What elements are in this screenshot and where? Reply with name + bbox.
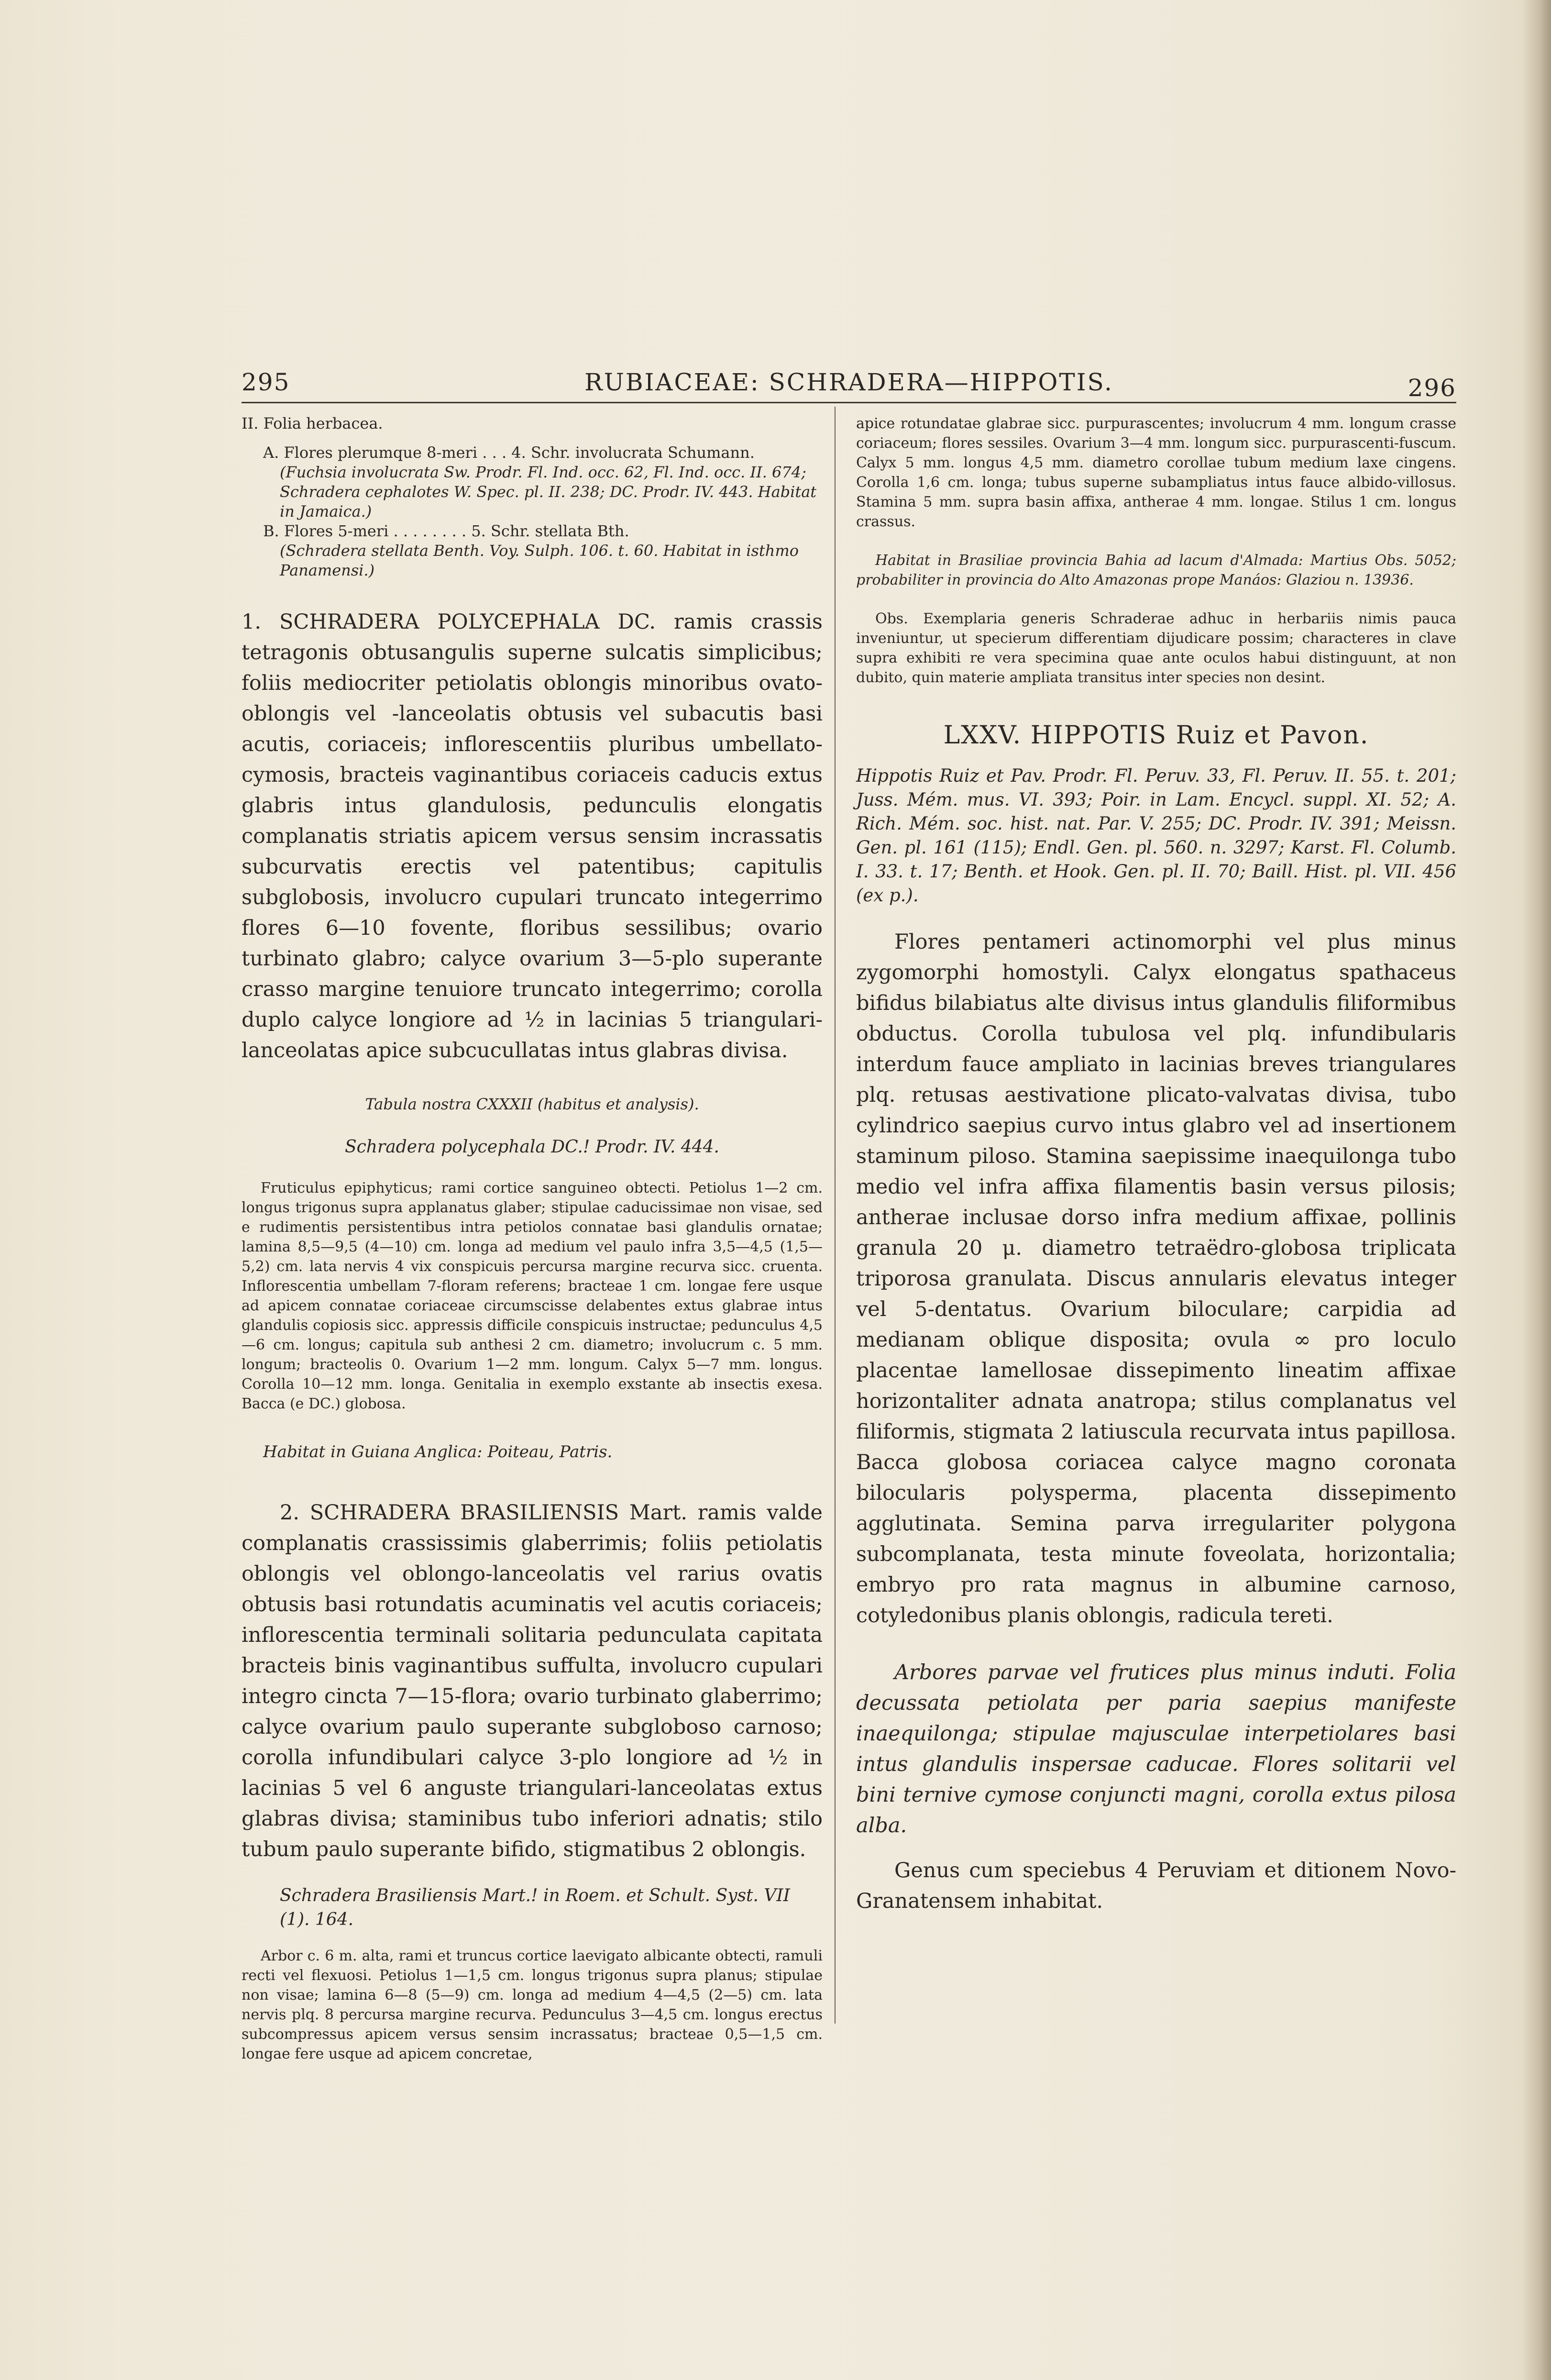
genus-title: LXXV. HIPPOTIS Ruiz et Pavon.	[943, 721, 1369, 750]
species-1-description: 1. SCHRADERA POLYCEPHALA DC. ramis crassis tetragonis obtusangulis superne sulcatis simplicibus; foliis mediocriter petiolatis oblongis minoribus ovato-oblongis vel -lanceolatis obtusis vel subacutis basi acutis, coriaceis; inflorescentiis pluribus umbellato-cymosis, bracteis vaginantibus coriaceis caducis extus glabris intus glandulosis, pedunculis elongatis complanatis striatis apicem versus sensim incrassatis subcurvatis erectis vel patentibus; capitulis subglobosis, involucro cupulari truncato integerrimo flores 6—10 fovente, floribus sessilibus; ovario turbinato glabro; calyce ovarium 3—5-plo superante crasso margine tenuiore truncato integerrimo; corolla duplo calyce longiore ad ⅟₂ in lacinias 5 triangulari-lanceolatas apice subcucullatas intus glabras divisa.	[242, 610, 823, 1063]
key-note-b: (Schradera stellata Benth. Voy. Sulph. 106. t. 60. Habitat in isthmo Panamensi.)	[280, 542, 799, 579]
species-1-plate: Tabula nostra CXXXII (habitus et analysis).	[365, 1095, 699, 1113]
header-rule	[242, 402, 1456, 403]
page-number-right: 296	[1408, 374, 1456, 402]
genus-distribution: Genus cum speciebus 4 Peruviam et ditionem Novo-Granatensem inhabitat.	[856, 1859, 1456, 1913]
page-spine-shadow	[1522, 0, 1551, 2380]
species-2-description: 2. SCHRADERA BRASILIENSIS Mart. ramis valde complanatis crassissimis glaberrimis; foliis petiolatis oblongis vel oblongo-lanceolatis vel rarius ovatis obtusis basi rotundatis acuminatis vel acutis coriaceis; inflorescentia terminali solitaria pedunculata capitata bracteis binis vaginantibus suffulta, involucro cupulari integro cincta 7—15-flora; ovario turbinato glaberrimo; calyce ovarium paulo superante subgloboso carnoso; corolla infundibulari calyce 3-plo longiore ad ⅟₂ in lacinias 5 vel 6 anguste triangulari-lanceolatas extus glabras divisa; staminibus tubo inferiori adnatis; stilo tubum paulo superante bifido, stigmatibus 2 oblongis.	[242, 1501, 823, 1861]
genus-citation: Hippotis Ruiz et Pav. Prodr. Fl. Peruv. 33, Fl. Peruv. II. 55. t. 201; Juss. Mém. mus. VI. 393; Poir. in Lam. Encycl. suppl. XI. 52; A. Rich. Mém. soc. hist. nat. Par. V. 255; DC. Prodr. IV. 391; Meissn. Gen. pl. 161 (115); Endl. Gen. pl. 560. n. 3297; Karst. Fl. Columb. I. 33. t. 17; Benth. et Hook. Gen. pl. II. 70; Baill. Hist. pl. VII. 456 (ex p.).	[856, 765, 1456, 906]
species-2-details: Arbor c. 6 m. alta, rami et truncus cortice laevigato albicante obtecti, ramuli recti vel flexuosi. Petiolus 1—1,5 cm. longus trigonus supra planus; stipulae non visae; lamina 6—8 (5—9) cm. longa ad medium 4—4,5 (2—5) cm. lata nervis plq. 8 percursa margine recurva. Pedunculus 3—4,5 cm. longus erectus subcompressus apicem versus sensim incrassatus; bracteae 0,5—1,5 cm. longae fere usque ad apicem concretae,	[242, 1948, 823, 2062]
species-1-citation: Schradera polycephala DC.! Prodr. IV. 444.	[344, 1137, 720, 1157]
key-note-a: (Fuchsia involucrata Sw. Prodr. Fl. Ind. occ. 62, Fl. Ind. occ. II. 674; Schradera cephalotes W. Spec. pl. II. 238; DC. Prodr. IV. 443. Habitat in Jamaica.)	[280, 463, 817, 520]
running-title: RUBIACEAE: SCHRADERA—HIPPOTIS.	[584, 368, 1113, 396]
left-column	[242, 414, 823, 2064]
running-header	[242, 368, 1456, 402]
species-1-habitat: Habitat in Guiana Anglica: Poiteau, Patris.	[263, 1442, 613, 1461]
key-heading: II. Folia herbacea.	[242, 414, 383, 432]
column-divider	[835, 407, 836, 2024]
genus-description: Flores pentameri actinomorphi vel plus minus zygomorphi homostyli. Calyx elongatus spathaceus bifidus bilabiatus alte divisus intus glandulis filiformibus obductus. Corolla tubulosa vel plq. infundibularis interdum fauce ampliato in lacinias breves triangulares plq. retusas aestivatione plicato-valvatas divisa, tubo cylindrico saepius curvo intus glabro vel ad insertionem staminum piloso. Stamina saepissime inaequilonga tubo medio vel infra affixa filamentis basin versus pilosis; antherae inclusae dorso infra medium affixae, pollinis granula 20 μ. diametro tetraëdro-globosa triplicata triporosa granulata. Discus annularis elevatus integer vel 5-dentatus. Ovarium biloculare; carpidia ad medianam oblique disposita; ovula ∞ pro loculo placentae lamellosae dissepimento lineatim affixae horizontaliter adnata anatropa; stilus complanatus vel filiformis, stigmata 2 latiuscula recurvata intus papillosa. Bacca globosa coriacea calyce magno coronata bilocularis polysperma, placenta dissepimento agglutinata. Semina parva irregulariter polygona subcomplanata, testa minute foveolata, horizontalia; embryo pro rata magnus in albumine carnoso, cotyledonibus planis oblongis, radicula tereti.	[856, 930, 1456, 1627]
species-2-habitat: Habitat in Brasiliae provincia Bahia ad lacum d'Almada: Martius Obs. 5052; probabiliter in provincia do Alto Amazonas prope Manáos: Glaziou n. 13936.	[856, 552, 1456, 588]
key-item-a: A. Flores plerumque 8-meri . . . 4. Schr. involucrata Schumann.	[263, 443, 755, 462]
species-2-details-continued: apice rotundatae glabrae sicc. purpurascentes; involucrum 4 mm. longum crasse coriaceum; flores sessiles. Ovarium 3—4 mm. longum sicc. purpurascenti-fuscum. Calyx 5 mm. longus 4,5 mm. diametro corollae tubum medium laxe cingens. Corolla 1,6 cm. longa; tubus superne subampliatus intus fauce albido-villosus. Stamina 5 mm. supra basin affixa, antherae 4 mm. longae. Stilus 1 cm. longus crassus.	[856, 415, 1456, 530]
page-number-left: 295	[242, 368, 290, 396]
key-item-b: B. Flores 5-meri . . . . . . . . 5. Schr. stellata Bth.	[263, 522, 629, 540]
species-2-citation: Schradera Brasiliensis Mart.! in Roem. et Schult. Syst. VII (1). 164.	[280, 1886, 790, 1929]
species-1-details: Fruticulus epiphyticus; rami cortice sanguineo obtecti. Petiolus 1—2 cm. longus trigonus supra applanatus glaber; stipulae caducissimae non visae, sed e rudimentis persistentibus intra petiolos connatae basi glandulis ornatae; lamina 8,5—9,5 (4—10) cm. longa ad medium vel paulo infra 3,5—4,5 (1,5—5,2) cm. lata nervis 4 vix conspicuis percursa margine recurva sicc. cruenta. Inflorescentia umbellam 7-floram referens; bracteae 1 cm. longae fere usque ad apicem connatae coriaceae circumscisse delabentes extus glabrae intus glandulis copiosis sicc. appressis difficile conspicuis instructae; pedunculus 4,5—6 cm. longus; capitula sub anthesi 2 cm. diametro; involucrum c. 5 mm. longum; bracteolis 0. Ovarium 1—2 mm. longum. Calyx 5—7 mm. longus. Corolla 10—12 mm. longa. Genitalia in exemplo exstante ab insectis exesa. Bacca (e DC.) globosa.	[242, 1180, 823, 1412]
observation-note: Obs. Exemplaria generis Schraderae adhuc in herbariis nimis pauca inveniuntur, ut specierum differentiam dijudicare possim; characteres in clave supra exhibiti re vera specimina quae ante oculos habui distinguunt, at non dubito, quin materie ampliata transitus inter species non desint.	[856, 610, 1456, 686]
right-column	[856, 414, 1456, 1916]
genus-habit: Arbores parvae vel frutices plus minus induti. Folia decussata petiolata per paria saepius manifeste inaequilonga; stipulae majusculae interpetiolares basi intus glandulis inspersae caducae. Flores solitarii vel bini ternive cymose conjuncti magni, corolla extus pilosa alba.	[856, 1660, 1456, 1838]
